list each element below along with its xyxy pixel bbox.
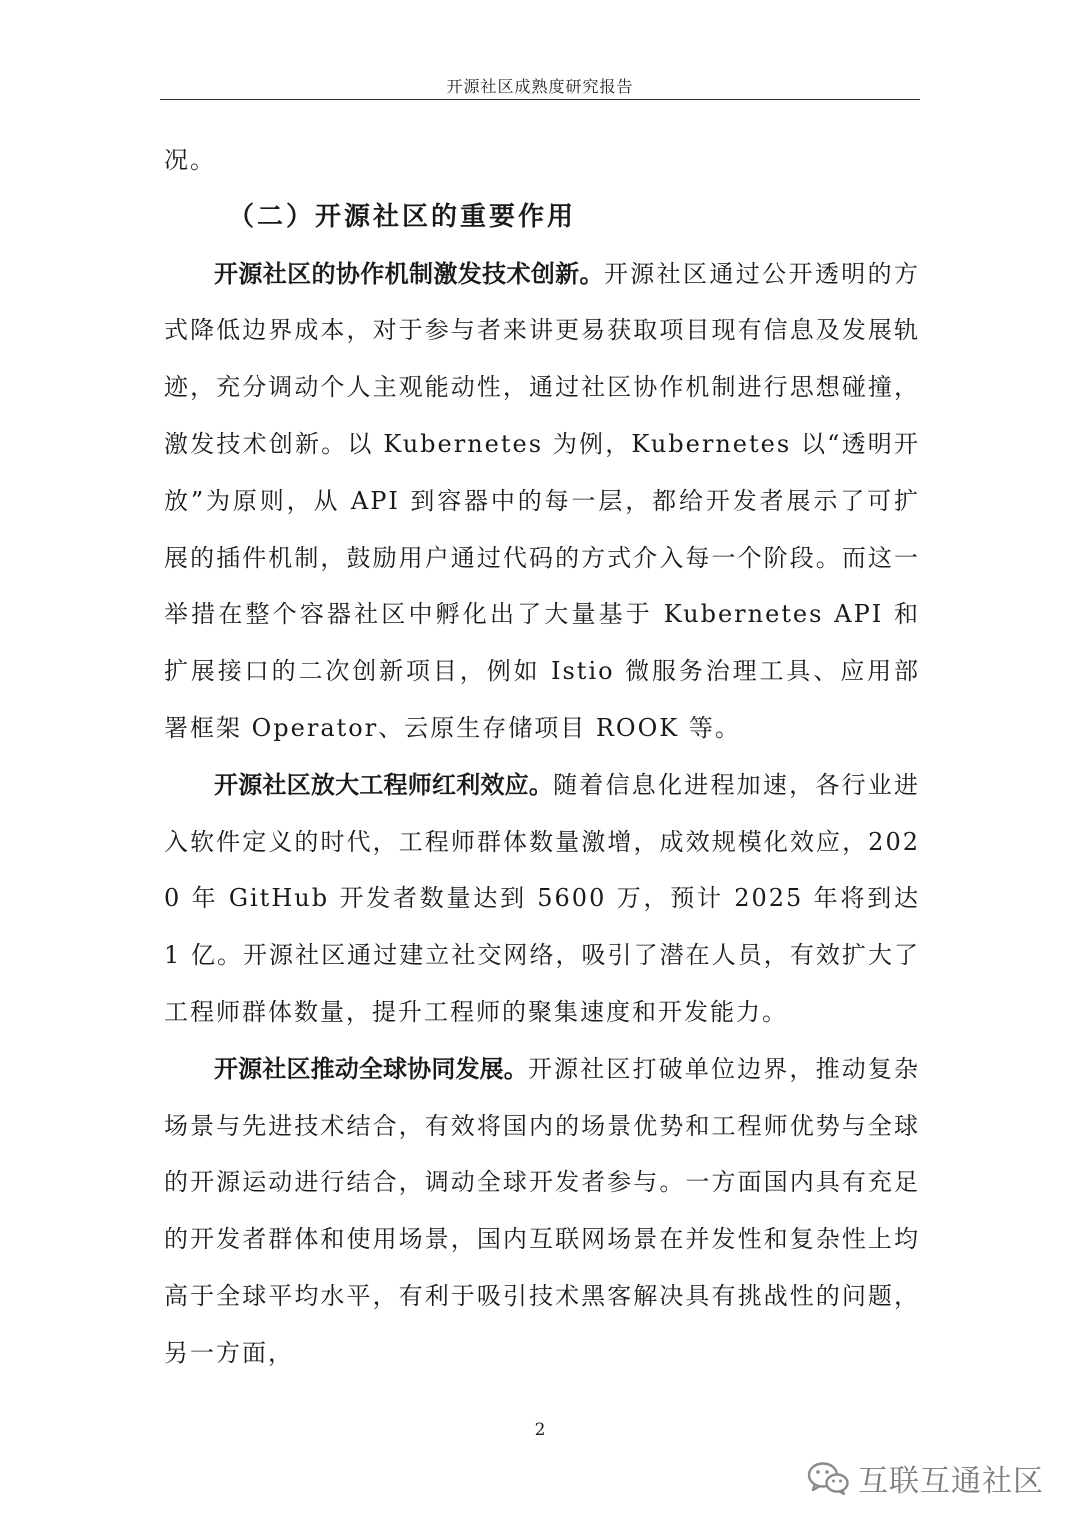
paragraph-innovation [164, 246, 920, 757]
paragraph-lead: 开源社区推动全球协同发展。 [214, 1054, 528, 1083]
running-header: 开源社区成熟度研究报告 [446, 77, 634, 96]
document-body [164, 132, 920, 1382]
page-number: 2 [534, 1420, 546, 1440]
header-divider [160, 99, 920, 100]
watermark [806, 1456, 1044, 1500]
paragraph-lead: 开源社区的协作机制激发技术创新。 [214, 259, 604, 288]
section-heading: （二）开源社区的重要作用 [228, 201, 577, 232]
wechat-icon [806, 1460, 850, 1496]
continuation-text: 况。 [164, 146, 216, 174]
paragraph-global [164, 1041, 920, 1382]
watermark-text: 互联互通社区 [858, 1464, 1044, 1499]
paragraph-lead: 开源社区放大工程师红利效应。 [214, 770, 554, 799]
paragraph-engineers [164, 757, 920, 1041]
paragraph-text: 随着信息化进程加速，各行业进入软件定义的时代，工程师群体数量激增，成效规模化效应，2020 年 GitHub 开发者数量达到 5600 万，预计 2025 年将到达 1 亿。开源社区通过建立社交网络，吸引了潜在人员，有效扩大了工程师群体数量，提升工程师的聚集速度和开发能力。 [164, 770, 921, 1026]
paragraph-text: 开源社区通过公开透明的方式降低边界成本，对于参与者来讲更易获取项目现有信息及发展轨迹，充分调动个人主观能动性，通过社区协作机制进行思想碰撞，激发技术创新。以 Kubernetes 为例，Kubernetes 以“透明开放”为原则，从 API 到容器中的每一层，都给开发者展示了可扩展的插件机制，鼓励用户通过代码的方式介入每一个阶段。而这一举措在整个容器社区中孵化出了大量基于 Kubernetes API 和扩展接口的二次创新项目，例如 Istio 微服务治理工具、应用部署框架 Operator、云原生存储项目 ROOK 等。 [164, 259, 921, 742]
paragraph-text: 开源社区打破单位边界，推动复杂场景与先进技术结合，有效将国内的场景优势和工程师优势与全球的开源运动进行结合，调动全球开发者参与。一方面国内具有充足的开发者群体和使用场景，国内互联网场景在并发性和复杂性上均高于全球平均水平，有利于吸引技术黑客解决具有挑战性的问题，另一方面， [164, 1054, 921, 1367]
